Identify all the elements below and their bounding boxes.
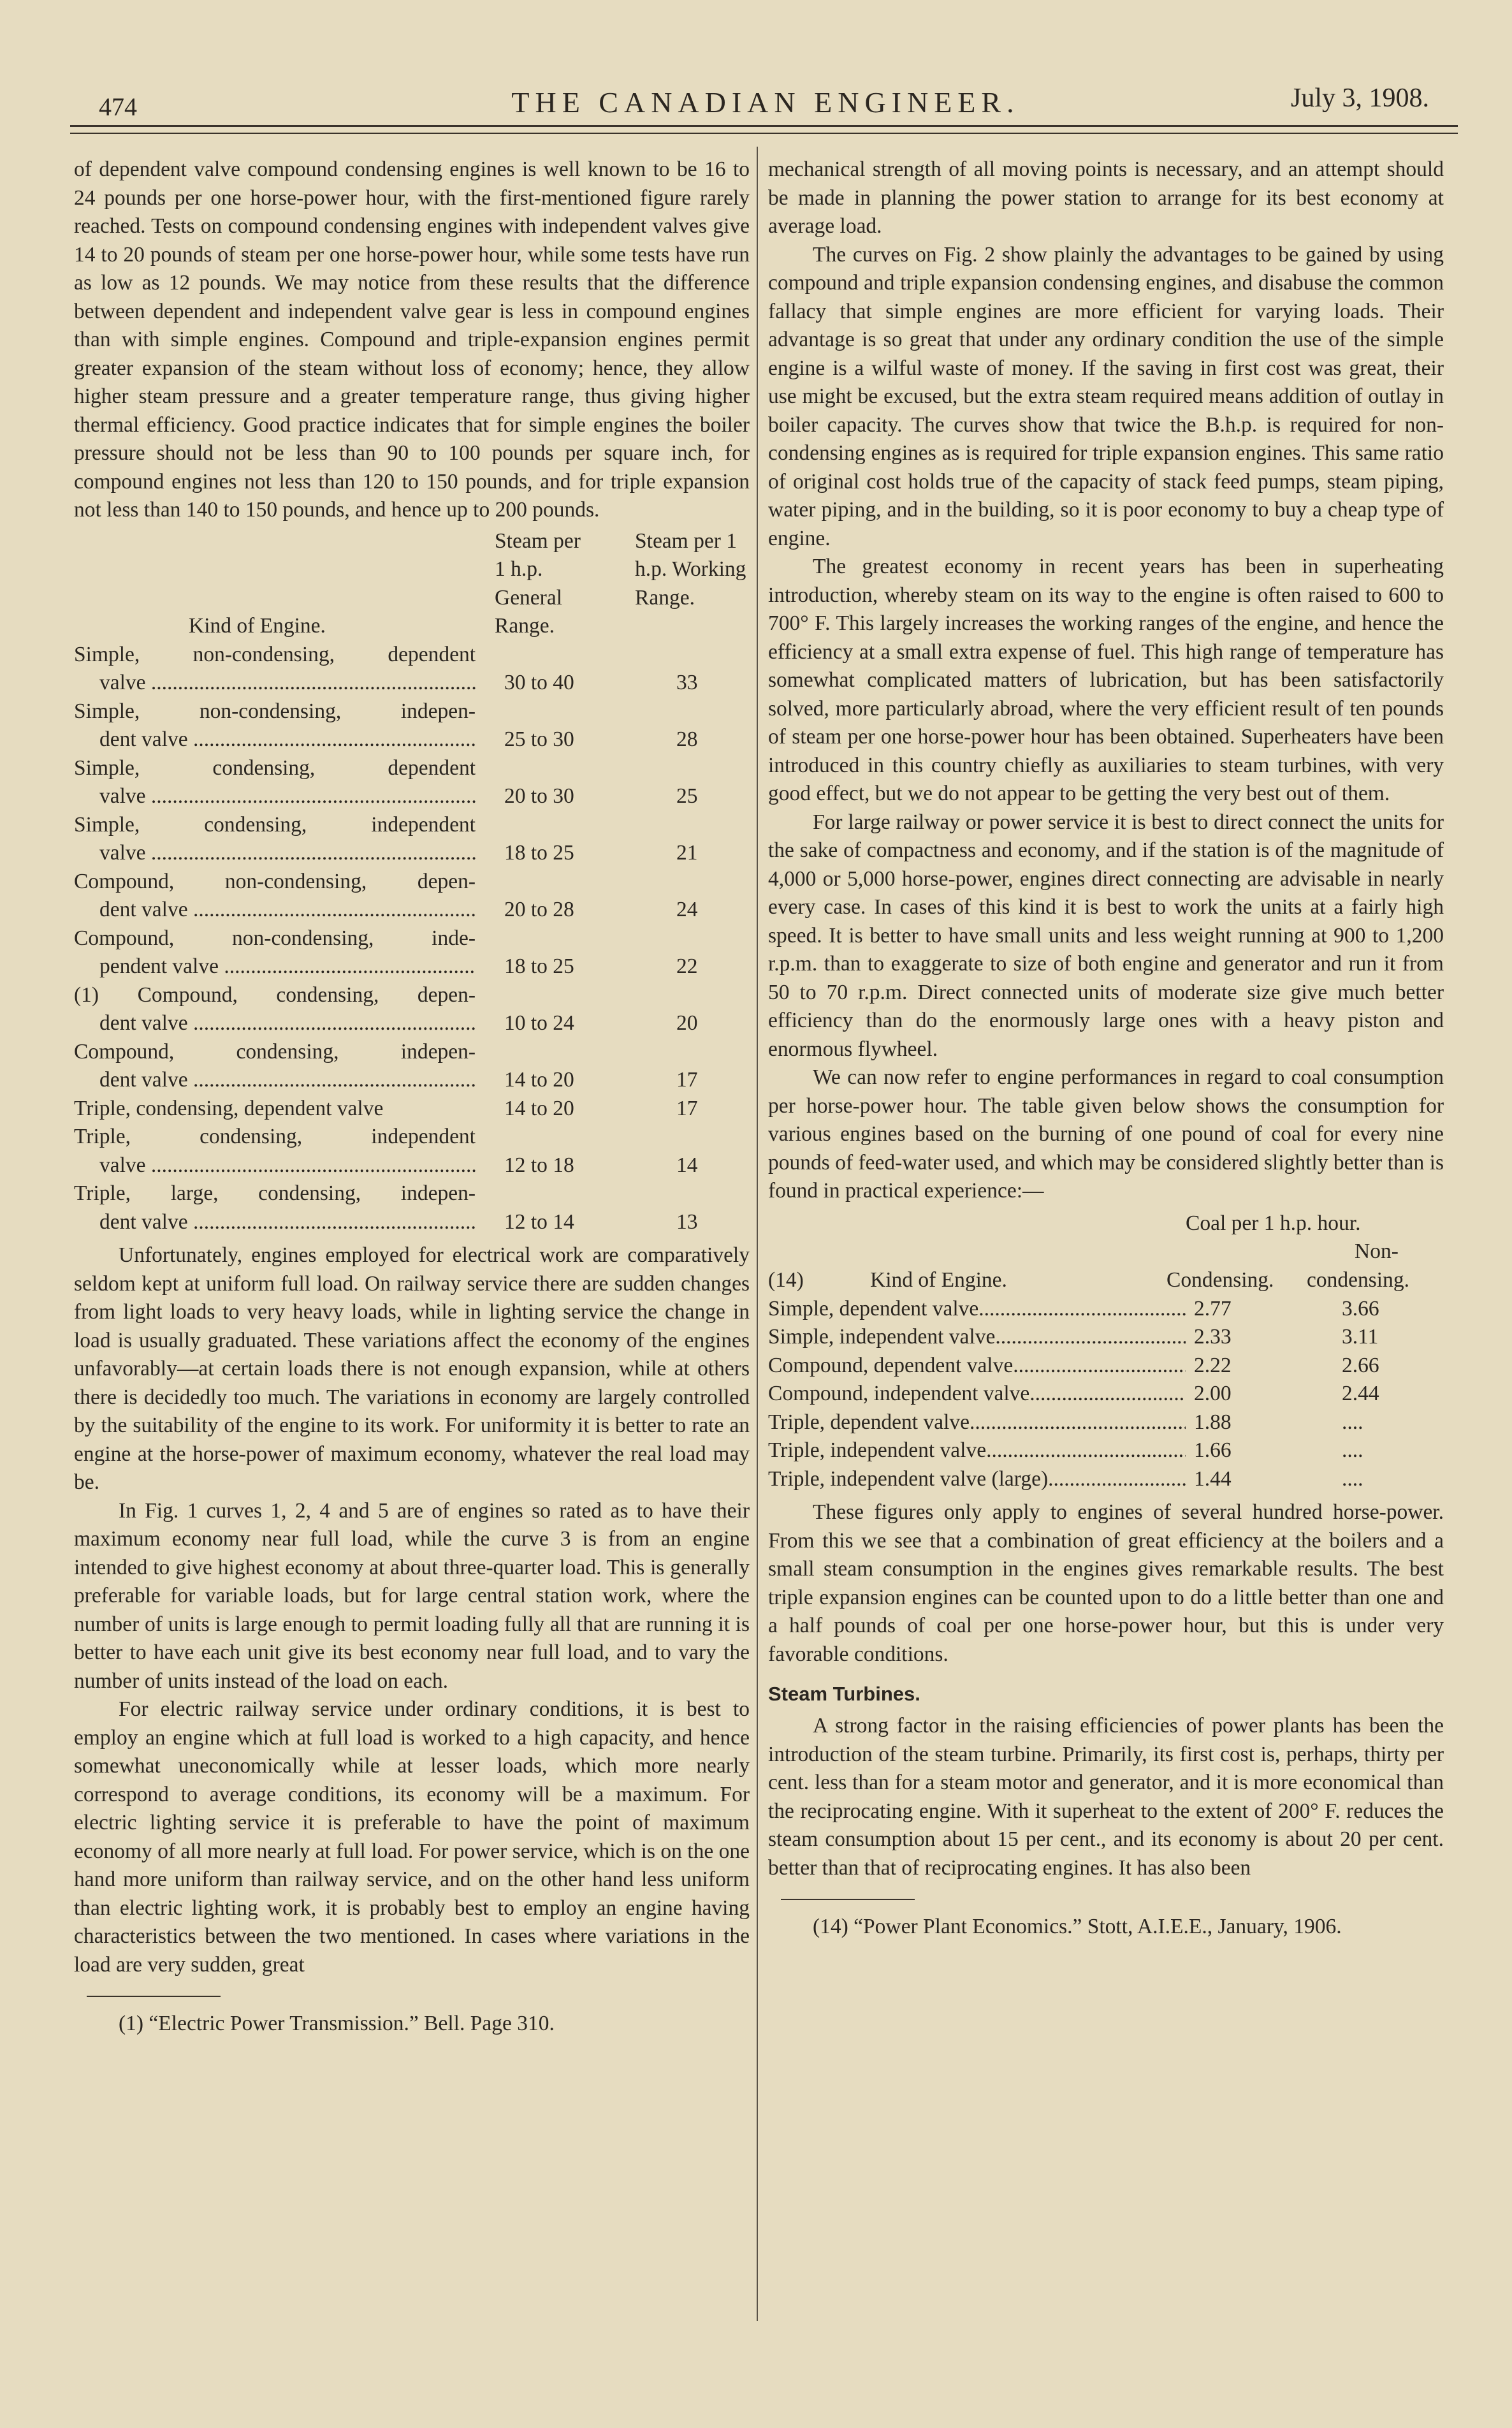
working-range: 20 bbox=[676, 1011, 698, 1035]
left-column bbox=[74, 156, 750, 2038]
table-row bbox=[74, 811, 750, 868]
noncondensing-value: .... bbox=[1342, 1438, 1363, 1462]
general-range: 14 to 20 bbox=[504, 1096, 574, 1120]
issue-date: July 3, 1908. bbox=[1290, 84, 1429, 113]
table-row bbox=[768, 1437, 1444, 1465]
general-range: 12 to 18 bbox=[504, 1153, 574, 1177]
table-row bbox=[74, 1038, 750, 1095]
general-range: 12 to 14 bbox=[504, 1210, 574, 1234]
table-row bbox=[74, 925, 750, 981]
engine-kind: Simple, condensing, dependent bbox=[74, 756, 476, 780]
paragraph: For large railway or power service it is best to direct connect the units for the sake of compactness and economy, and if the station is of the magnitude of 4,000 or 5,000 horse-power, engines direct connecting are advisable in nearly every case. In cases of this kind it is best to work the units at a fairly high speed. It is better to have small units and less weight running at 900 to 1,200 r.p.m. than to exaggerate to size of both engine and generator and run it from 50 to 70 r.p.m. Direct connected units of moderate size give much better efficiency than do the enormously large ones with a heavy piston and enormous flywheel. bbox=[768, 810, 1444, 1061]
engine-kind: Simple, non-condensing, indepen- bbox=[74, 699, 476, 723]
table-row bbox=[768, 1465, 1444, 1494]
condensing-value: 1.88 bbox=[1194, 1410, 1232, 1434]
engine-kind: Simple, independent valve ..... bbox=[768, 1323, 1186, 1352]
page-header bbox=[76, 75, 1455, 126]
right-column bbox=[768, 156, 1444, 1942]
working-range: 21 bbox=[676, 841, 698, 865]
engine-kind: Simple, non-condensing, dependent bbox=[74, 642, 476, 666]
engine-kind: Triple, condensing, independent bbox=[74, 1125, 476, 1148]
header-rule bbox=[70, 125, 1458, 127]
table-row bbox=[74, 1180, 750, 1236]
working-range: 13 bbox=[676, 1210, 698, 1234]
table-row bbox=[74, 1095, 750, 1123]
paragraph: We can now refer to engine performances in regard to coal consumption per horse-power hour. The table given below shows the consumption for various engines based on the burning of one pound of coal for every nine pounds of feed-water used, and which may be considered slightly better than is found in practical experience:— bbox=[768, 1065, 1444, 1203]
condensing-value: 2.77 bbox=[1194, 1296, 1232, 1320]
paragraph: The curves on Fig. 2 show plainly the advantages to be gained by using compound and triple expansion condensing engines, and disabuse the common fallacy that simple engines are more efficient for varying loads. Their advantage is so great that under any ordinary condition the use of the simple engine is a wilful waste of money. If the saving in first cost was great, their use might be excused, but the extra steam required means addition of outlay in boiler capacity. The curves show that twice the B.h.p. is required for non-condensing engines as is required for triple expansion engines. This same ratio of original cost holds true of the capacity of stack feed pumps, steam piping, water piping, and in the building, so it is poor economy to buy a cheap type of engine. bbox=[768, 242, 1444, 550]
column-header-condensing: Condensing. bbox=[1167, 1268, 1274, 1292]
table-header bbox=[74, 527, 750, 641]
paragraph: of dependent valve compound condensing engines is well known to be 16 to 24 pounds per one horse-power hour, with the first-mentioned figure rarely reached. Tests on compound condensing engines with independent valves give 14 to 20 pounds of steam per one horse-power hour, while some tests have run as low as 12 pounds. We may notice from these results that the difference between dependent and independent valve gear is less in compound engines than with simple engines. Compound and triple-expansion engines permit greater expansion of the steam without loss of economy; hence, they allow higher steam pressure and a greater temperature range, thus giving higher thermal efficiency. Good practice indicates that for simple engines the boiler pressure should not be less than 90 to 100 pounds per square inch, for compound engines not less than 120 to 150 pounds, and for triple expansion not less than 140 to 150 pounds, and hence up to 200 pounds. bbox=[74, 157, 750, 522]
paragraph: mechanical strength of all moving points is necessary, and an attempt should be made in planning the power station to arrange for its best economy at average load. bbox=[768, 157, 1444, 238]
general-range: 18 to 25 bbox=[504, 841, 574, 865]
steam-consumption-table bbox=[74, 527, 750, 1237]
column-header-non: Non- bbox=[1355, 1240, 1399, 1263]
engine-kind-cont: valve ..... bbox=[99, 669, 476, 698]
column-divider bbox=[757, 147, 758, 2321]
noncondensing-value: 2.44 bbox=[1342, 1382, 1379, 1405]
noncondensing-value: .... bbox=[1342, 1466, 1363, 1491]
engine-kind: Triple, large, condensing, indepen- bbox=[74, 1181, 476, 1205]
condensing-value: 2.22 bbox=[1194, 1353, 1232, 1377]
footnote-rule bbox=[781, 1899, 915, 1900]
paragraph: The greatest economy in recent years has been in superheating introduction, whereby steam on its way to the engine is often raised to 600 to 700° F. This largely increases the working ranges of the engine, and hence the efficiency at a small extra expense of fuel. This high range of temperature has somewhat complicated matters of lubrication, but has been satisfactorily solved, more particularly abroad, where the very efficient result of ten pounds of steam per one horse-power hour has been obtained. Superheaters have been introduced in this country chiefly as auxiliaries to steam turbines, with very good effect, but we do not appear to be getting the very best out of them. bbox=[768, 555, 1444, 805]
column-header-noncondensing: condensing. bbox=[1307, 1268, 1409, 1292]
engine-kind-cont: valve ..... bbox=[99, 839, 476, 868]
noncondensing-value: 3.66 bbox=[1342, 1296, 1379, 1320]
engine-kind-cont: valve ..... bbox=[99, 1152, 476, 1180]
noncondensing-value: 3.11 bbox=[1342, 1325, 1379, 1349]
engine-kind: Simple, condensing, independent bbox=[74, 812, 476, 837]
column-header-general: Steam per 1 h.p. General Range. bbox=[495, 529, 581, 638]
engine-kind: Triple, condensing, dependent valve bbox=[74, 1096, 384, 1120]
page-number: 474 bbox=[99, 92, 137, 121]
working-range: 17 bbox=[676, 1068, 698, 1092]
noncondensing-value: .... bbox=[1342, 1410, 1363, 1434]
engine-kind: Triple, independent valve ..... bbox=[768, 1437, 1186, 1465]
footnote-rule bbox=[87, 1996, 221, 1997]
table-row bbox=[768, 1380, 1444, 1408]
engine-kind: Compound, dependent valve ..... bbox=[768, 1352, 1186, 1380]
footnote: (14) “Power Plant Economics.” Stott, A.I.E.E., January, 1906. bbox=[813, 1915, 1342, 1938]
working-range: 28 bbox=[676, 728, 698, 751]
reference-number: (14) bbox=[768, 1268, 804, 1292]
condensing-value: 2.00 bbox=[1194, 1382, 1232, 1405]
engine-kind: Compound, non-condensing, depen- bbox=[74, 869, 476, 893]
general-range: 14 to 20 bbox=[504, 1068, 574, 1092]
condensing-value: 1.44 bbox=[1194, 1466, 1232, 1491]
table-row bbox=[74, 698, 750, 754]
engine-kind-cont: dent valve ..... bbox=[99, 1208, 476, 1237]
paragraph: For electric railway service under ordinary conditions, it is best to employ an engine which at full load is worked to a high capacity, and hence somewhat uneconomically while at lesser loads, which more nearly correspond to average conditions, its economy will be a maximum. For electric lighting service it is preferable to have the point of maximum economy of all more nearly at full load. For power service, which is on the one hand more uniform than railway service, and on the other hand less uniform than electric lighting work, it is probably best to employ an engine having characteristics between the two mentioned. In cases where variations in the load are very sudden, great bbox=[74, 1697, 750, 1977]
footnote: (1) “Electric Power Transmission.” Bell. Page 310. bbox=[119, 2012, 555, 2035]
working-range: 22 bbox=[676, 954, 698, 978]
column-header-coal: Coal per 1 h.p. hour. bbox=[1186, 1211, 1361, 1235]
table-row bbox=[74, 754, 750, 811]
engine-kind: Compound, independent valve ..... bbox=[768, 1380, 1186, 1408]
journal-title: THE CANADIAN ENGINEER. bbox=[511, 86, 1020, 119]
engine-kind: Compound, non-condensing, inde- bbox=[74, 926, 476, 950]
engine-kind-cont: valve ..... bbox=[99, 782, 476, 811]
engine-kind: Triple, dependent valve ..... bbox=[768, 1408, 1186, 1437]
engine-kind-cont: dent valve ..... bbox=[99, 896, 476, 925]
paragraph: A strong factor in the raising efficiencies of power plants has been the introduction of the steam turbine. Primarily, its first cost is, perhaps, thirty per cent. less than for a steam motor and generator, and it is more economical than the reciprocating engine. With it superheat to the extent of 200° F. reduces the steam consumption about 15 per cent., and its economy is about 20 per cent. better than that of reciprocating engines. It has also been bbox=[768, 1714, 1444, 1880]
paragraph: These figures only apply to engines of several hundred horse-power. From this we see that a combination of great efficiency at the boilers and a small steam consumption in the engines gives remarkable results. The best triple expansion engines can be counted upon to do a little better than one and a half pounds of coal per one horse-power hour, but this is under very favorable conditions. bbox=[768, 1500, 1444, 1666]
coal-consumption-table bbox=[768, 1210, 1444, 1494]
engine-kind: Compound, condensing, indepen- bbox=[74, 1039, 476, 1064]
column-header-kind: Kind of Engine. bbox=[189, 613, 326, 638]
engine-kind: Simple, dependent valve ..... bbox=[768, 1295, 1186, 1324]
general-range: 30 to 40 bbox=[504, 671, 574, 694]
working-range: 24 bbox=[676, 898, 698, 921]
table-row bbox=[74, 981, 750, 1038]
engine-kind-cont: dent valve ..... bbox=[99, 1009, 476, 1038]
condensing-value: 2.33 bbox=[1194, 1325, 1232, 1349]
table-header bbox=[768, 1210, 1444, 1295]
general-range: 10 to 24 bbox=[504, 1011, 574, 1035]
general-range: 25 to 30 bbox=[504, 728, 574, 751]
header-rule-thin bbox=[70, 133, 1458, 134]
paragraph: Unfortunately, engines employed for electrical work are comparatively seldom kept at uniform full load. On railway service there are sudden changes from light loads to very heavy loads, while in lighting service the change in load is usually graduated. These variations affect the economy of the engines unfavorably—at certain loads there is not enough expansion, while at others there is decidedly too much. The variations in economy are largely controlled by the suitability of the engine to its work. For uniformity it is better to rate an engine at the horse-power of maximum economy, whatever the real load may be. bbox=[74, 1243, 750, 1494]
general-range: 20 to 28 bbox=[504, 898, 574, 921]
table-row bbox=[74, 868, 750, 925]
condensing-value: 1.66 bbox=[1194, 1438, 1232, 1462]
paragraph: In Fig. 1 curves 1, 2, 4 and 5 are of engines so rated as to have their maximum economy near full load, while the curve 3 is from an engine intended to give highest economy at about three-quarter load. This is generally preferable for variable loads, but for large central station work, where the number of units is large enough to permit loading fully all that are running it is better to have each unit give its best economy near full load, and to vary the number of units instead of the load on each. bbox=[74, 1498, 750, 1693]
working-range: 25 bbox=[676, 784, 698, 808]
engine-kind-cont: dent valve ..... bbox=[99, 1066, 476, 1095]
table-row bbox=[74, 1123, 750, 1180]
working-range: 17 bbox=[676, 1096, 698, 1120]
section-heading: Steam Turbines. bbox=[768, 1683, 920, 1705]
engine-kind: Triple, independent valve (large) ..... bbox=[768, 1465, 1186, 1494]
table-row bbox=[768, 1408, 1444, 1437]
table-row bbox=[74, 641, 750, 698]
table-row bbox=[768, 1352, 1444, 1380]
engine-kind: (1) Compound, condensing, depen- bbox=[74, 983, 476, 1007]
general-range: 20 to 30 bbox=[504, 784, 574, 808]
column-header-kind: Kind of Engine. bbox=[870, 1268, 1007, 1292]
working-range: 14 bbox=[676, 1153, 698, 1177]
working-range: 33 bbox=[676, 671, 698, 694]
column-header-working: Steam per 1 h.p. Working Range. bbox=[635, 529, 746, 610]
engine-kind-cont: pendent valve ..... bbox=[99, 953, 476, 981]
table-row bbox=[768, 1323, 1444, 1352]
engine-kind-cont: dent valve ..... bbox=[99, 726, 476, 754]
table-row bbox=[768, 1295, 1444, 1324]
noncondensing-value: 2.66 bbox=[1342, 1353, 1379, 1377]
general-range: 18 to 25 bbox=[504, 954, 574, 978]
